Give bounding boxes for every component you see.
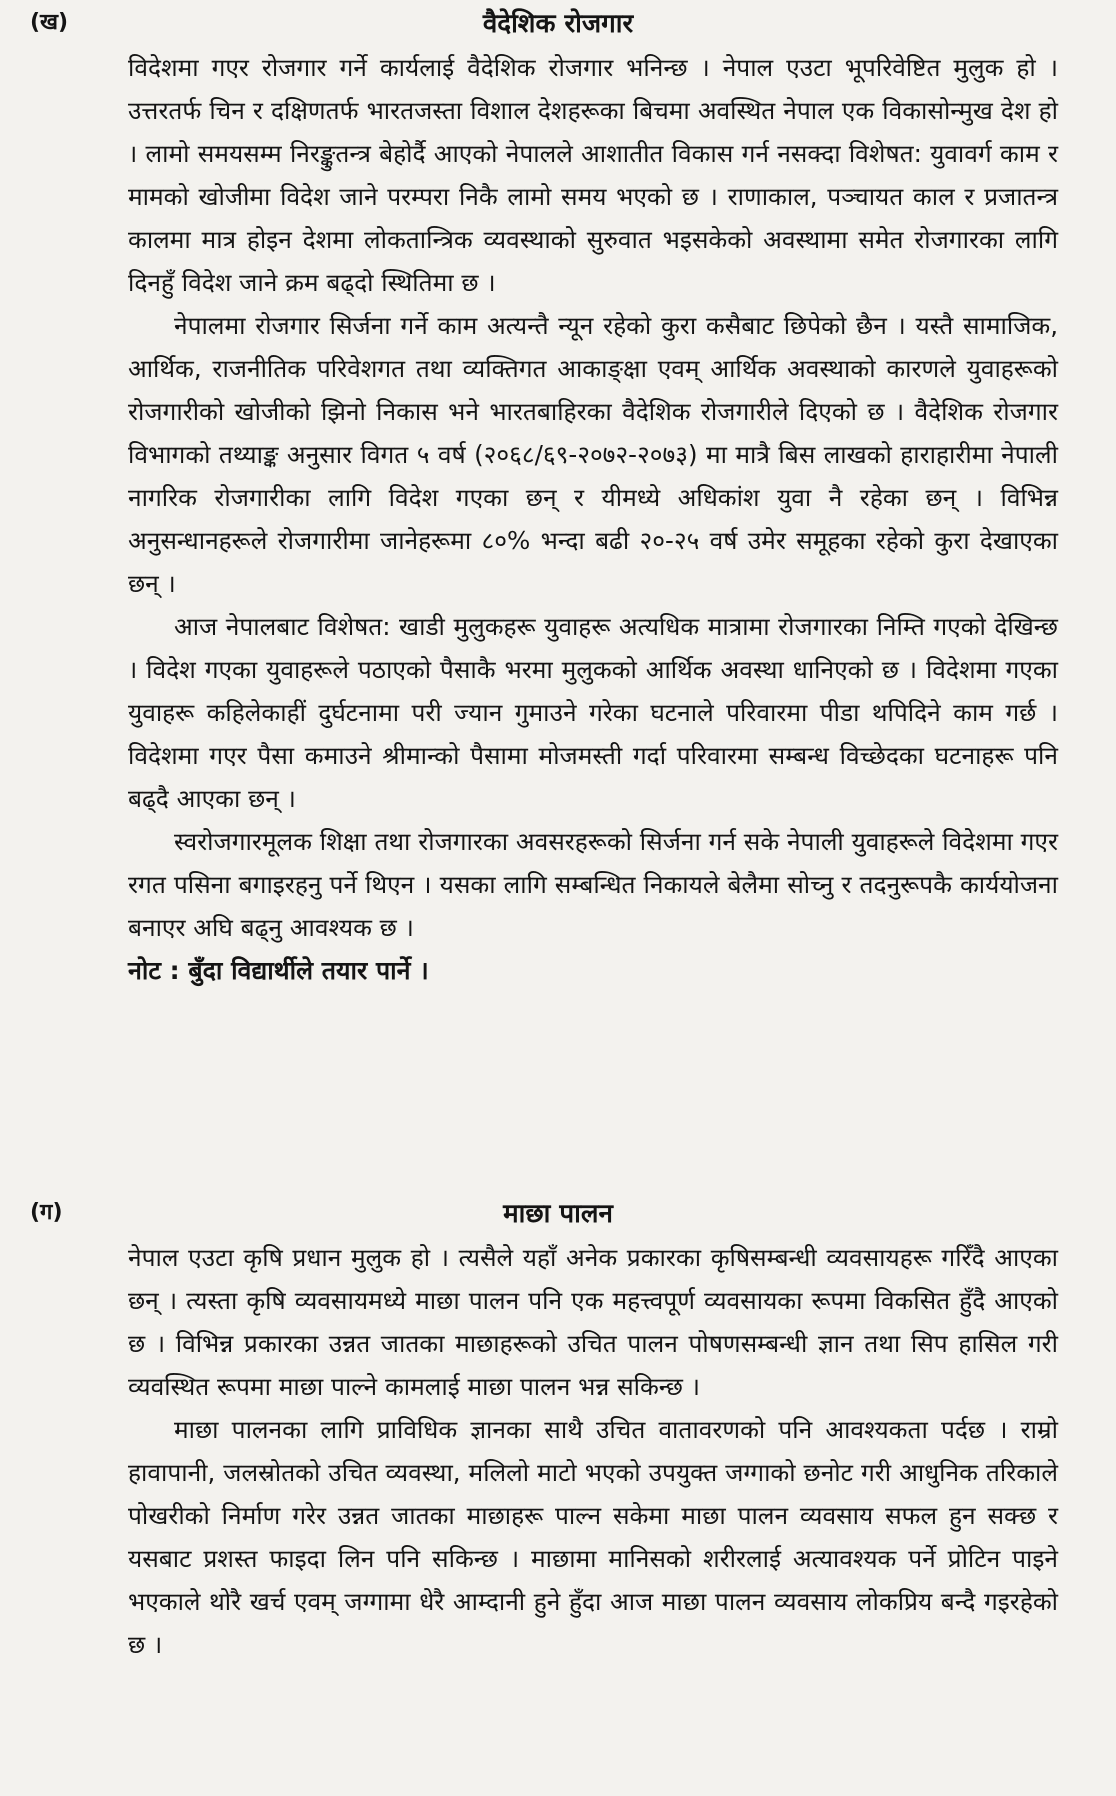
paragraph: स्वरोजगारमूलक शिक्षा तथा रोजगारका अवसरहरूको सिर्जना गर्न सके नेपाली युवाहरूले विदेशमा गएर रगत पसिना बगाइरहनु पर्ने थिएन । यसका लागि सम्बन्धित निकायले बेलैमा सोच्नु र तदनुरूपकै कार्ययोजना बनाएर अघि बढ्नु आवश्यक छ । xyxy=(128,827,1058,942)
section-title: माछा पालन xyxy=(503,1199,613,1229)
section-label: (ख) xyxy=(30,10,69,35)
section-title: वैदेशिक रोजगार xyxy=(482,9,634,39)
paragraph: विदेशमा गएर रोजगार गर्ने कार्यलाई वैदेशिक रोजगार भनिन्छ । नेपाल एउटा भूपरिवेष्टित मुलुक हो । उत्तरतर्फ चिन र दक्षिणतर्फ भारतजस्ता विशाल देशहरूका बिचमा अवस्थित नेपाल एक विकासोन्मुख देश हो । लामो समयसम्म निरङ्कुतन्त्र बेहोर्दै आएको नेपालले आशातीत विकास गर्न नसक्दा विशेषत: युवावर्ग काम र मामको खोजीमा विदेश जाने परम्परा निकै लामो समय भएको छ । राणाकाल, पञ्चायत काल र प्रजातन्त्र कालमा मात्र होइन देशमा लोकतान्त्रिक व्यवस्थाको सुरुवात भइसकेको अवस्थामा समेत रोजगारका लागि दिनहुँ विदेश जाने क्रम बढ्दो स्थितिमा छ । xyxy=(128,53,1058,297)
section-body xyxy=(128,1236,1058,1666)
note-text: नोट : बुँदा विद्यार्थीले तयार पार्ने । xyxy=(128,956,429,985)
section-label: (ग) xyxy=(30,1200,63,1225)
paragraph: आज नेपालबाट विशेषत: खाडी मुलुकहरू युवाहरू अत्यधिक मात्रामा रोजगारका निम्ति गएको देखिन्छ । विदेश गएका युवाहरूले पठाएको पैसाकै भरमा मुलुकको आर्थिक अवस्था धानिएको छ । विदेशमा गएका युवाहरू कहिलेकाहीं दुर्घटनामा परी ज्यान गुमाउने गरेका घटनाले परिवारमा पीडा थपिदिने काम गर्छ । विदेशमा गएर पैसा कमाउने श्रीमान्को पैसामा मोजमस्ती गर्दा परिवारमा सम्बन्ध विच्छेदका घटनाहरू पनि बढ्दै आएका छन् । xyxy=(128,612,1058,813)
paragraph: माछा पालनका लागि प्राविधिक ज्ञानका साथै उचित वातावरणको पनि आवश्यकता पर्दछ । राम्रो हावापानी, जलस्रोतको उचित व्यवस्था, मलिलो माटो भएको उपयुक्त जग्गाको छनोट गरी आधुनिक तरिकाले पोखरीको निर्माण गरेर उन्नत जातका माछाहरू पाल्न सकेमा माछा पालन व्यवसाय सफल हुन सक्छ र यसबाट प्रशस्त फाइदा लिन पनि सकिन्छ । माछामा मानिसको शरीरलाई अत्यावश्यक पर्ने प्रोटिन पाइने भएकाले थोरै खर्च एवम् जग्गामा धेरै आम्दानी हुने हुँदा आज माछा पालन व्यवसाय लोकप्रिय बन्दै गइरहेको छ । xyxy=(128,1415,1058,1659)
section-body xyxy=(128,46,1058,992)
paragraph: नेपाल एउटा कृषि प्रधान मुलुक हो । त्यसैले यहाँ अनेक प्रकारका कृषिसम्बन्धी व्यवसायहरू गरिँदै आएका छन् । त्यस्ता कृषि व्यवसायमध्ये माछा पालन पनि एक महत्त्वपूर्ण व्यवसायका रूपमा विकसित हुँदै आएको छ । विभिन्न प्रकारका उन्नत जातका माछाहरूको उचित पालन पोषणसम्बन्धी ज्ञान तथा सिप हासिल गरी व्यवस्थित रूपमा माछा पाल्ने कामलाई माछा पालन भन्न सकिन्छ । xyxy=(128,1243,1058,1401)
paragraph: नेपालमा रोजगार सिर्जना गर्ने काम अत्यन्तै न्यून रहेको कुरा कसैबाट छिपेको छैन । यस्तै सामाजिक, आर्थिक, राजनीतिक परिवेशगत तथा व्यक्तिगत आकाङ्क्षा एवम् आर्थिक अवस्थाको कारणले युवाहरूको रोजगारीको खोजीको झिनो निकास भने भारतबाहिरका वैदेशिक रोजगारीले दिएको छ । वैदेशिक रोजगार विभागको तथ्याङ्क अनुसार विगत ५ वर्ष (२०६८/६९-२०७२-२०७३) मा मात्रै बिस लाखको हाराहारीमा नेपाली नागरिक रोजगारीका लागि विदेश गएका छन् र यीमध्ये अधिकांश युवा नै रहेका छन् । विभिन्न अनुसन्धानहरूले रोजगारीमा जानेहरूमा ८०% भन्दा बढी २०-२५ वर्ष उमेर समूहका रहेको कुरा देखाएका छन् । xyxy=(128,311,1058,598)
